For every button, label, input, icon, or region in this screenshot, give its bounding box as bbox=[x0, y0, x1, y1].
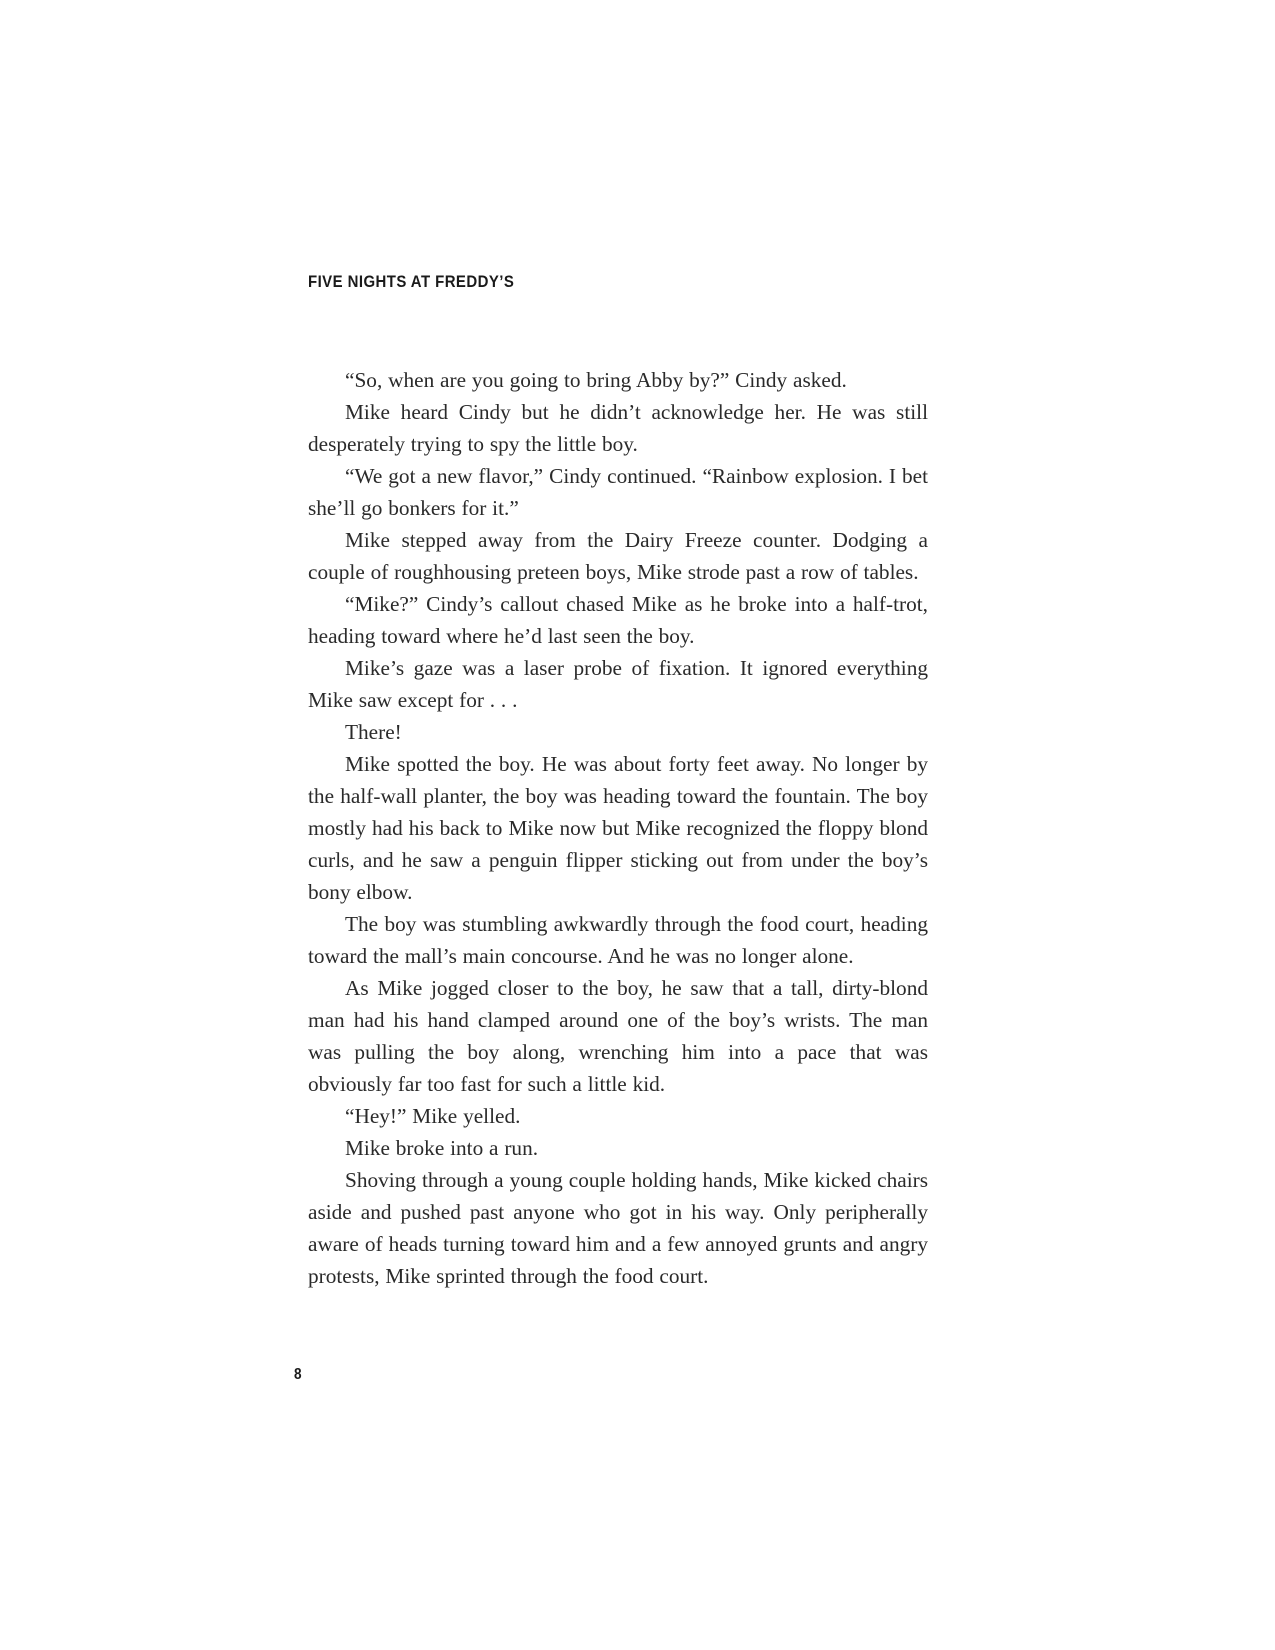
paragraph: Mike heard Cindy but he didn’t acknowledge her. He was still desperately trying to spy the little boy. bbox=[308, 400, 928, 456]
paragraph: As Mike jogged closer to the boy, he saw that a tall, dirty-blond man had his hand clamped around one of the boy’s wrists. The man was pulling the boy along, wrenching him into a pace that was obviously far too fast for such a little kid. bbox=[308, 976, 928, 1096]
body-text bbox=[308, 364, 928, 1292]
paragraph: The boy was stumbling awkwardly through the food court, heading toward the mall’s main concourse. And he was no longer alone. bbox=[308, 912, 928, 968]
paragraph: “We got a new flavor,” Cindy continued. “Rainbow explosion. I bet she’ll go bonkers for it.” bbox=[308, 464, 928, 520]
paragraph: There! bbox=[345, 720, 402, 744]
paragraph: Mike broke into a run. bbox=[345, 1136, 539, 1160]
running-head: FIVE NIGHTS AT FREDDY’S bbox=[308, 272, 515, 291]
paragraph: “Mike?” Cindy’s callout chased Mike as he broke into a half-trot, heading toward where he’d last seen the boy. bbox=[308, 592, 928, 648]
paragraph: Mike’s gaze was a laser probe of fixation. It ignored everything Mike saw except for . . . bbox=[308, 656, 928, 712]
paragraph: Mike spotted the boy. He was about forty feet away. No longer by the half-wall planter, the boy was heading toward the fountain. The boy mostly had his back to Mike now but Mike recognized the floppy blond curls, and he saw a penguin flipper sticking out from under the boy’s bony elbow. bbox=[308, 752, 928, 904]
paragraph: Mike stepped away from the Dairy Freeze counter. Dodging a couple of roughhousing preteen boys, Mike strode past a row of tables. bbox=[308, 528, 928, 584]
paragraph: “Hey!” Mike yelled. bbox=[345, 1104, 521, 1128]
page-number: 8 bbox=[294, 1366, 302, 1383]
paragraph: “So, when are you going to bring Abby by?” Cindy asked. bbox=[345, 368, 847, 392]
paragraph: Shoving through a young couple holding hands, Mike kicked chairs aside and pushed past anyone who got in his way. Only peripherally aware of heads turning toward him and a few annoyed grunts and angry protests, Mike sprinted through the food court. bbox=[308, 1168, 928, 1288]
